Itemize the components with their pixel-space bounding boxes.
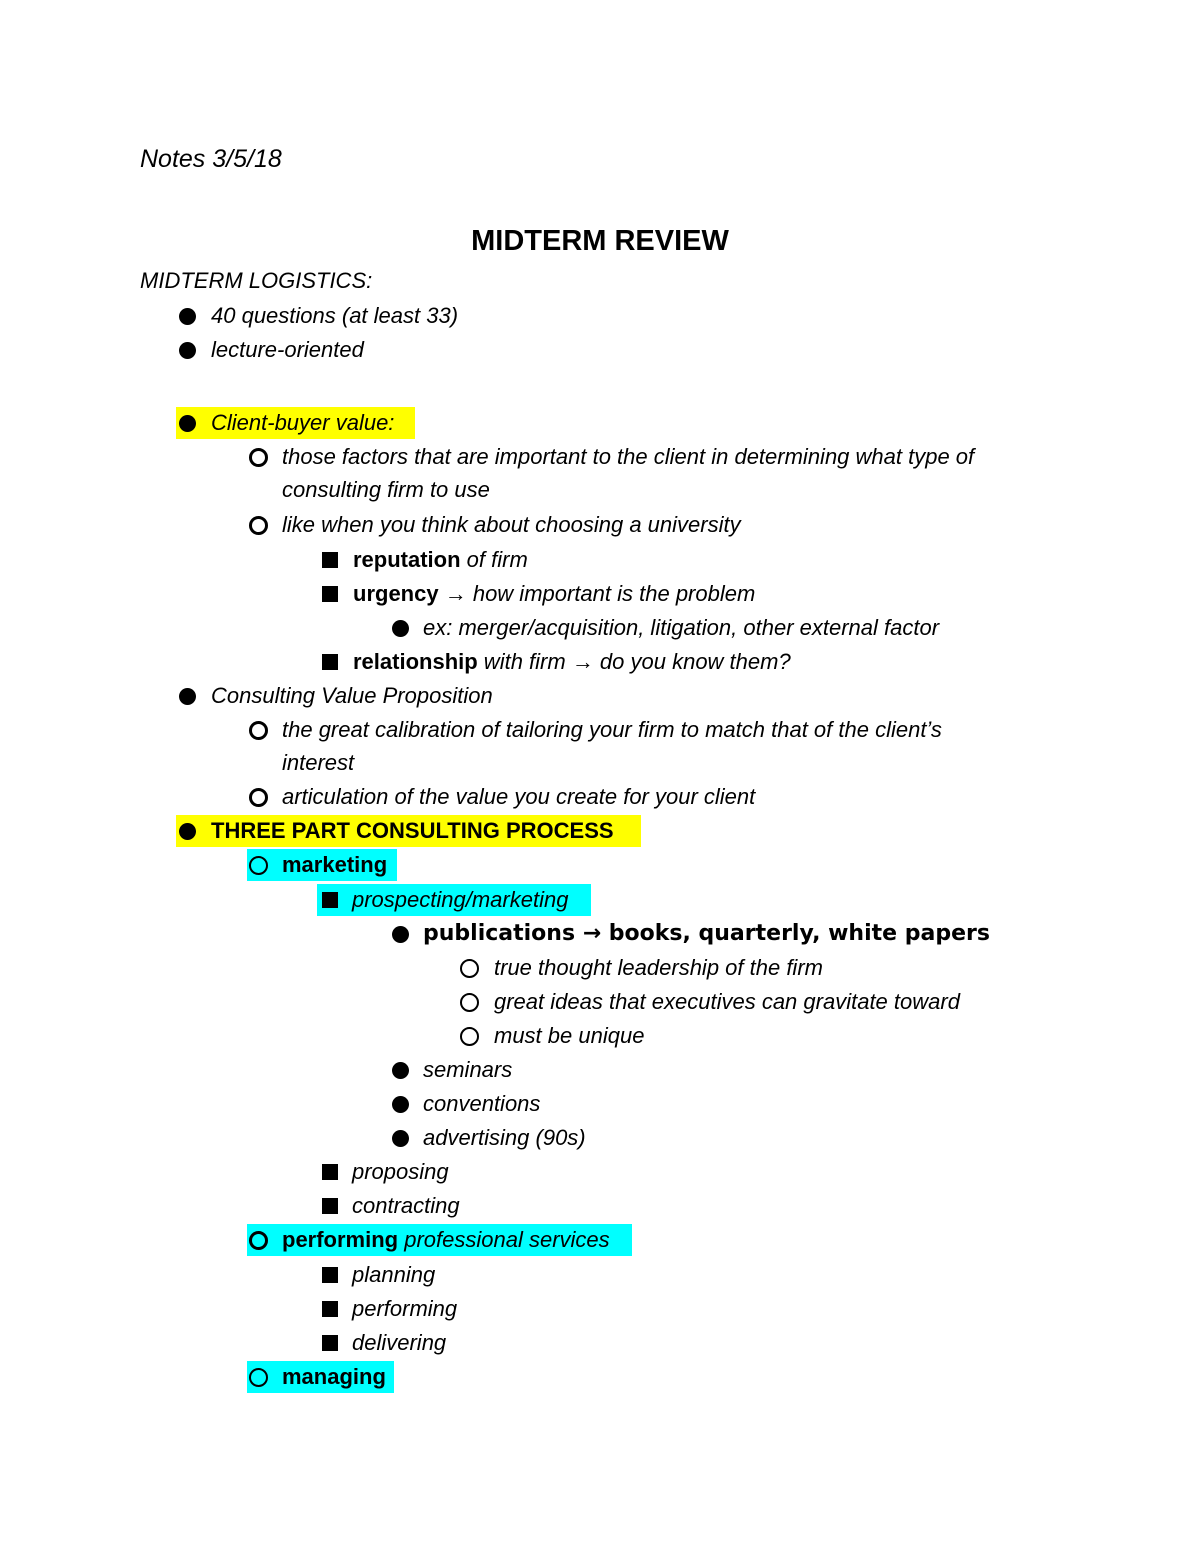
document-page: Notes 3/5/18 MIDTERM REVIEW MIDTERM LOGISTICS: 40 questions (at least 33) lecture-oriented Client-buyer value: those factors that are important to the client in determining what type of consulting firm to use like when you think about choosing a university reputation of firm urgency → how important is the problem ex: merger/acquisition, litigation, other external factor relationship with firm → do you know them? Consulting Value Proposition the great calibration of tailoring your firm to match that of the client’s interest articulation of the value you create for your client THREE PART CONSULTING PROCESS marketing prospecting/marketing publications → books, quarterly, white papers true thought leadership of the firm great ideas that executives can gravitate toward must be unique seminars conventions advertising (90s) proposing contracting performing professional services planning performing delivering managing <box>0 0 1200 1553</box>
logistics-label: MIDTERM LOGISTICS: <box>140 268 373 293</box>
ring-bullet-icon <box>457 986 481 1018</box>
disc-bullet-icon <box>388 612 412 644</box>
square-bullet-icon <box>318 884 342 916</box>
disc-bullet-icon <box>388 918 412 950</box>
ring-bullet-icon <box>246 441 270 473</box>
notes-date: Notes 3/5/18 <box>140 145 282 173</box>
disc-bullet-icon <box>388 1122 412 1154</box>
disc-bullet-icon <box>175 300 199 332</box>
ring-bullet-icon <box>457 952 481 984</box>
square-bullet-icon <box>318 646 342 678</box>
ring-bullet-icon <box>246 509 270 541</box>
disc-bullet-icon <box>388 1054 412 1086</box>
square-bullet-icon <box>318 578 342 610</box>
square-bullet-icon <box>318 1259 342 1291</box>
ring-bullet-icon <box>246 1224 270 1256</box>
disc-bullet-icon <box>175 815 199 847</box>
disc-bullet-icon <box>175 334 199 366</box>
disc-bullet-icon <box>175 407 199 439</box>
disc-bullet-icon <box>388 1088 412 1120</box>
page-title: MIDTERM REVIEW <box>471 225 729 257</box>
square-bullet-icon <box>318 544 342 576</box>
ring-bullet-icon <box>246 714 270 746</box>
ring-bullet-icon <box>246 849 270 881</box>
ring-bullet-icon <box>457 1020 481 1052</box>
square-bullet-icon <box>318 1190 342 1222</box>
disc-bullet-icon <box>175 680 199 712</box>
arrow-right-icon: → <box>444 581 467 606</box>
arrow-right-icon: → <box>571 649 594 674</box>
ring-bullet-icon <box>246 781 270 813</box>
square-bullet-icon <box>318 1293 342 1325</box>
ring-bullet-icon <box>246 1361 270 1393</box>
square-bullet-icon <box>318 1327 342 1359</box>
square-bullet-icon <box>318 1156 342 1188</box>
